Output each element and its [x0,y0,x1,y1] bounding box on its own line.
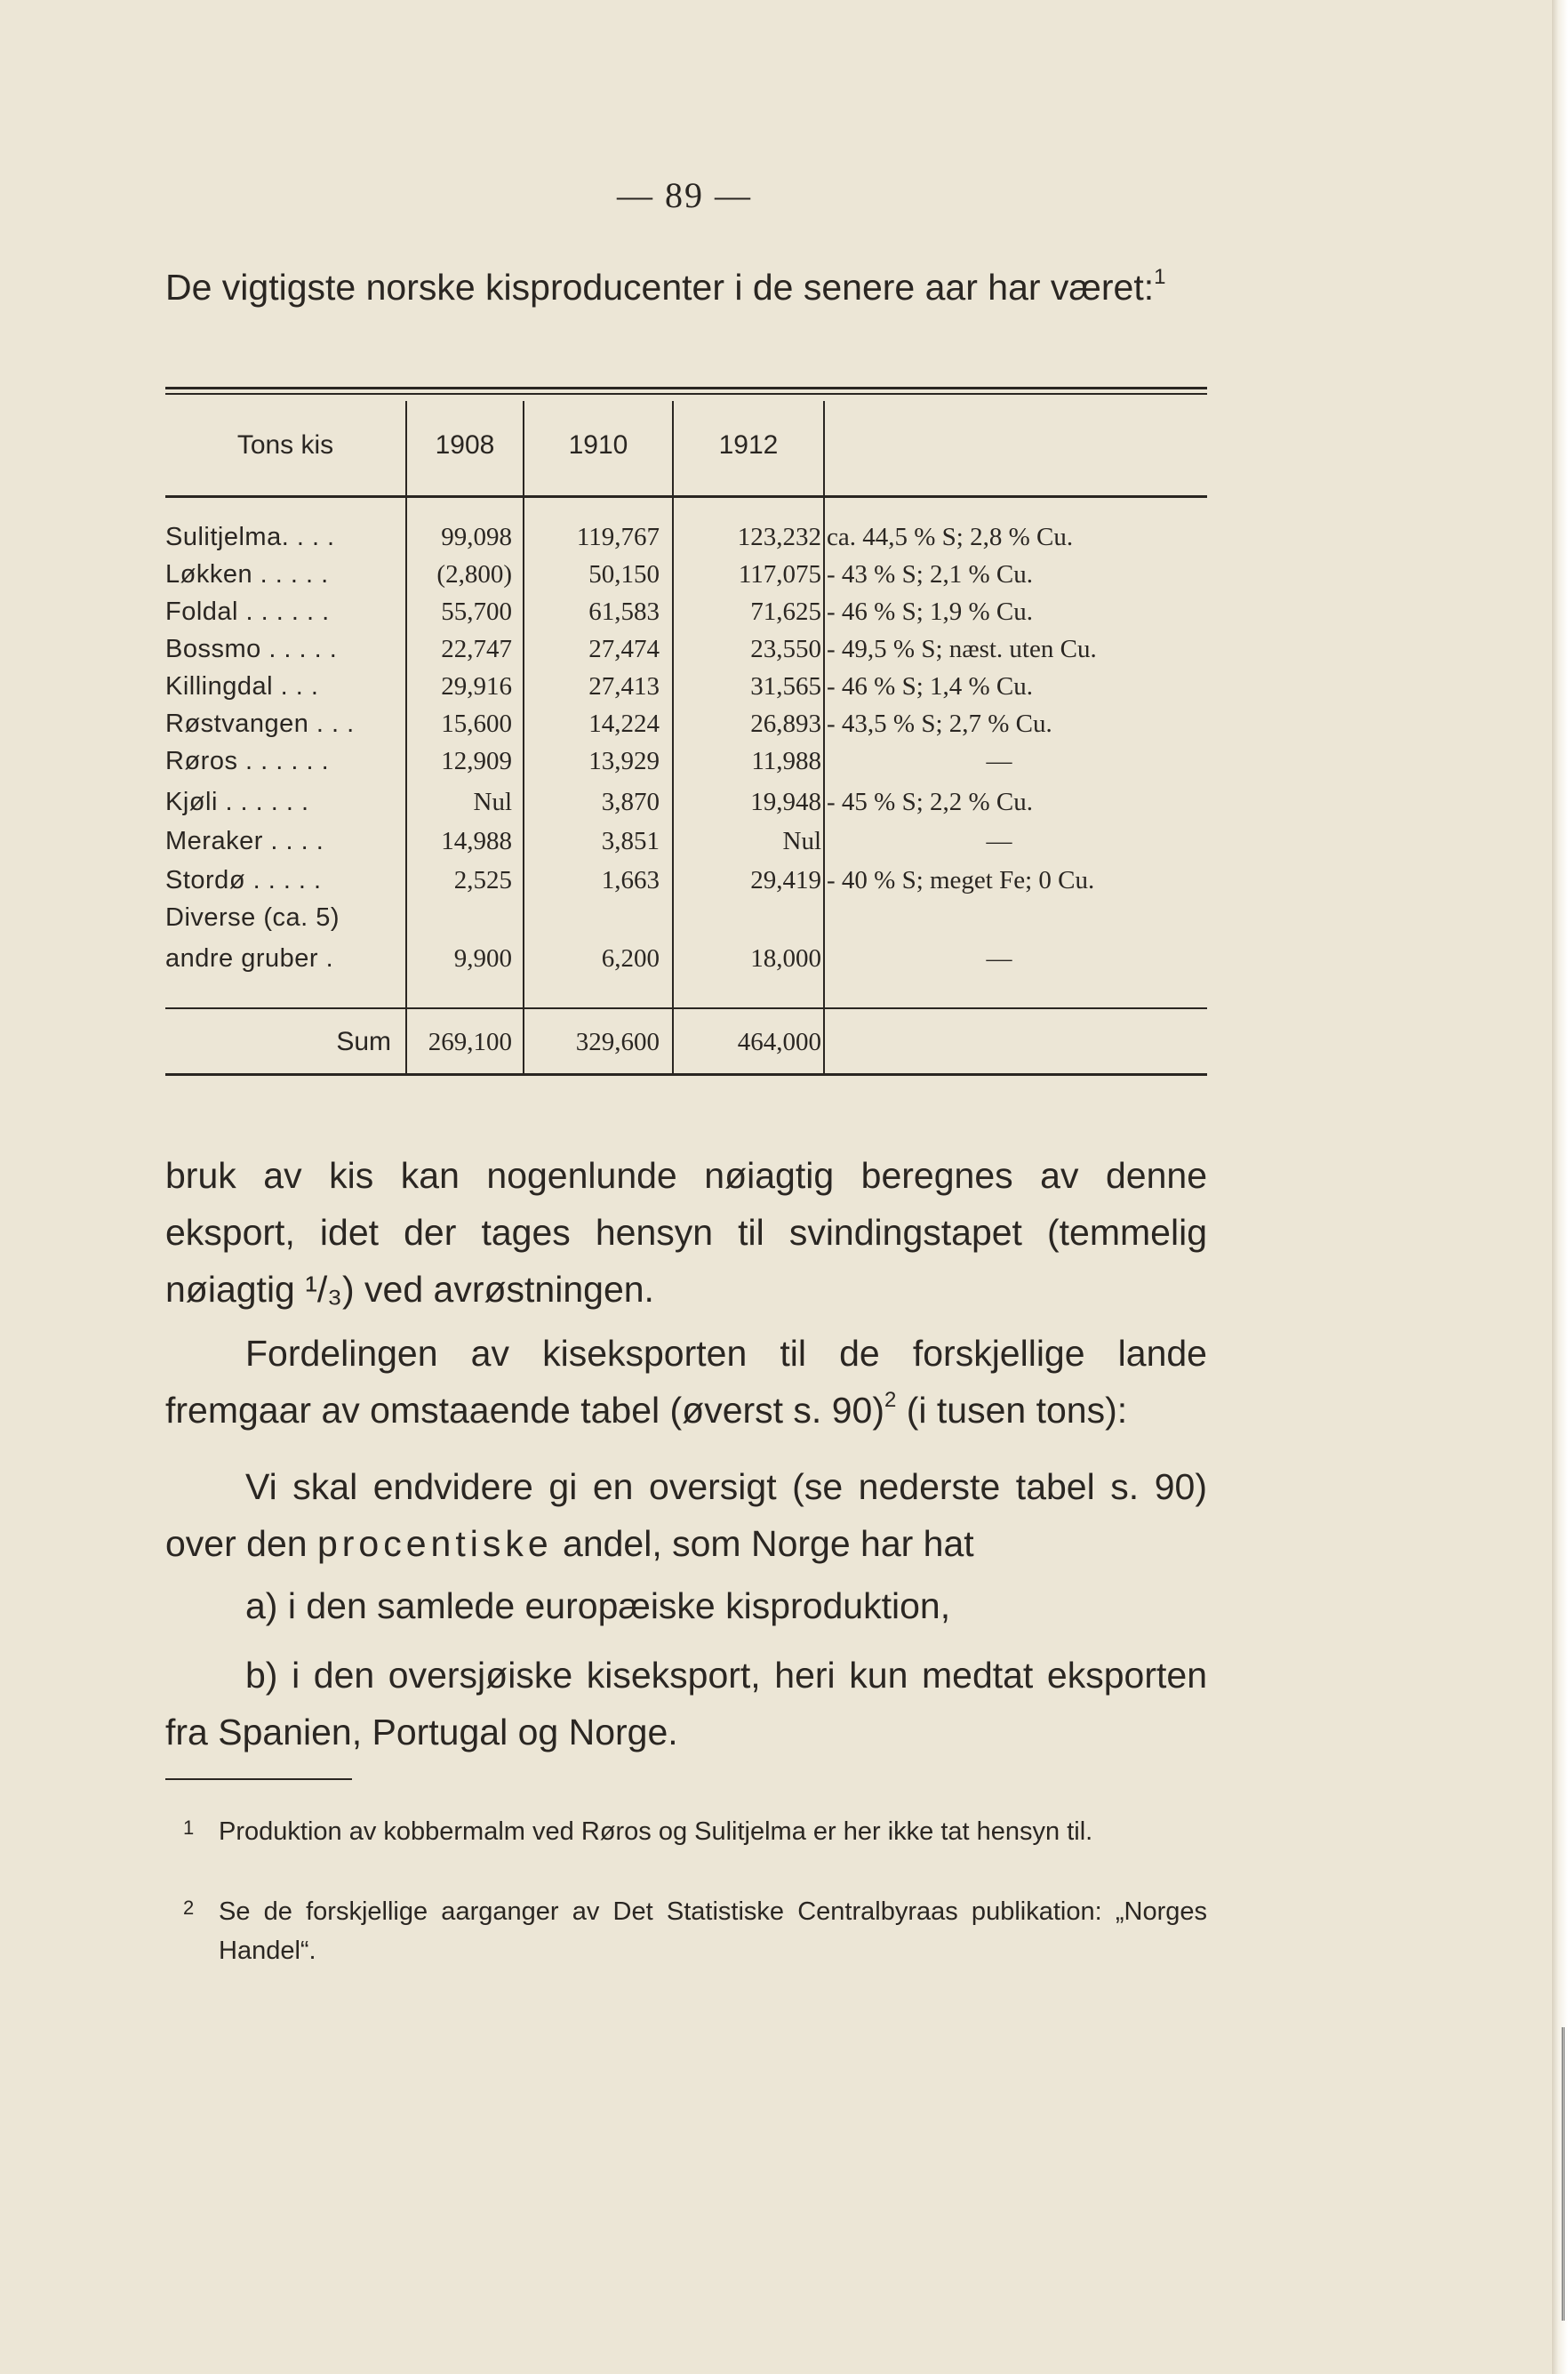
page-number: — 89 — [617,175,752,215]
intro-paragraph [165,258,1211,317]
sum-row [165,1023,1207,1061]
list-item-a: a) i den samlede europæiske kisproduktion, [245,1585,951,1626]
header-tons-kis: Tons kis [236,430,334,460]
cell-1912: 123,232 [737,523,821,551]
cell-1912: 31,565 [750,672,821,701]
paragraph-kis-use: bruk av kis kan nogenlunde nøiagtig beregnes av denne eksport, idet der tages hensyn til svindingstapet (temmelig nøiagtig ¹/₃) ved avrøstningen. [165,1155,1207,1310]
mine-name: Stordø . . . . . [165,866,322,894]
cell-1908: 12,909 [441,747,512,775]
distribution-text: Fordelingen av kiseksporten til de forskjellige lande fremgaar av omstaaende tabel (øverst s. 90) [165,1333,1207,1431]
mine-name: Bossmo . . . . . [165,635,338,663]
cell-1908: 22,747 [441,635,512,663]
mine-name: Kjøli . . . . . . [165,788,309,816]
table-row [165,899,1207,936]
cell-1912: 23,550 [750,635,821,663]
footnote-text: Se de forskjellige aarganger av Det Statistiske Centralbyraas publikation: „Norges Handel“. [219,1897,1207,1965]
cell-1908: 2,525 [453,866,512,894]
footnote-2 [165,1892,1207,1970]
intro-text: De vigtigste norske kisproducenter i de senere aar har været: [165,267,1155,308]
cell-1910: 3,851 [601,827,660,855]
mine-name: Meraker . . . . [165,827,324,855]
mine-name: Diverse (ca. 5) [165,903,340,932]
header-composition [825,401,1207,490]
footnote-rule [165,1778,352,1780]
cell-1910: 6,200 [601,944,660,973]
table-row [165,630,1207,668]
table-row [165,593,1207,630]
cell-composition: - 45 % S; 2,2 % Cu. [827,788,1033,816]
mine-name: andre gruber . [165,944,334,973]
table-top-rule [165,387,1207,389]
cell-1908: 9,900 [453,944,512,973]
sum-1912: 464,000 [737,1028,821,1056]
cell-1910: 50,150 [588,560,660,589]
cell-composition: - 43 % S; 2,1 % Cu. [827,560,1033,589]
table-row [165,556,1207,593]
cell-1908: (2,800) [436,560,512,589]
cell-1910: 1,663 [601,866,660,894]
cell-1910: 3,870 [601,788,660,816]
footnote-ref-2: 2 [884,1388,897,1412]
cell-composition: - 46 % S; 1,4 % Cu. [827,672,1033,701]
cell-composition: - 46 % S; 1,9 % Cu. [827,598,1033,626]
sum-rule [165,1007,1207,1009]
cell-1912: 26,893 [750,710,821,738]
mine-name: Killingdal . . . [165,672,319,701]
distribution-text-end: (i tusen tons): [896,1390,1128,1431]
cell-1910: 13,929 [588,747,660,775]
cell-1910: 119,767 [576,523,660,551]
overview-text: Vi skal endvidere gi en oversigt (se nederste tabel s. 90) over den [165,1466,1207,1564]
cell-1908: 15,600 [441,710,512,738]
cell-1908: 29,916 [441,672,512,701]
mine-name: Foldal . . . . . . [165,598,330,626]
paragraph-overview [165,1458,1207,1572]
table-row [165,822,1207,860]
cell-1908: 55,700 [441,598,512,626]
cell-composition: - 49,5 % S; næst. uten Cu. [827,635,1097,663]
table-row [165,940,1207,977]
cell-composition: ca. 44,5 % S; 2,8 % Cu. [827,523,1074,551]
cell-1912: 11,988 [751,747,821,775]
page-edge [1552,0,1568,2374]
table-row [165,518,1207,556]
cell-1910: 61,583 [588,598,660,626]
header-1908: 1908 [435,430,495,460]
cell-1910: 27,413 [588,672,660,701]
cell-composition: — [986,827,1012,855]
cell-1910: 14,224 [588,710,660,738]
cell-composition: - 40 % S; meget Fe; 0 Cu. [827,866,1095,894]
cell-composition: — [986,747,1012,775]
cell-1912: 29,419 [750,866,821,894]
mine-name: Sulitjelma. . . . [165,523,335,551]
footnote-1 [165,1812,1207,1851]
cell-composition: — [986,944,1012,973]
paragraph-distribution [165,1325,1207,1439]
table-top-rule-2 [165,393,1207,395]
table-row [165,783,1207,821]
overview-text-end: andel, som Norge har hat [552,1523,974,1564]
mine-name: Løkken . . . . . [165,560,329,589]
header-rule [165,495,1207,498]
footnote-mark: 2 [183,1897,195,1919]
sum-1910: 329,600 [575,1028,660,1056]
table-row [165,862,1207,899]
footnote-mark: 1 [183,1817,195,1839]
cell-1908: Nul [473,788,512,816]
header-1912: 1912 [718,430,779,460]
footnote-text: Produktion av kobbermalm ved Røros og Sulitjelma er her ikke tat hensyn til. [219,1817,1093,1846]
table-row [165,705,1207,742]
producers-table [165,387,1207,1080]
cell-1908: 14,988 [441,827,512,855]
header-1910: 1910 [568,430,628,460]
overview-spaced-word: procentiske [316,1523,553,1564]
cell-1912: Nul [782,827,821,855]
footnote-ref-1: 1 [1154,265,1166,289]
cell-composition: - 43,5 % S; 2,7 % Cu. [827,710,1052,738]
cell-1912: 19,948 [750,788,821,816]
cell-1912: 71,625 [750,598,821,626]
mine-name: Røros . . . . . . [165,747,330,775]
table-row [165,742,1207,780]
cell-1910: 27,474 [588,635,660,663]
table-bottom-rule [165,1073,1207,1076]
cell-1912: 18,000 [750,944,821,973]
list-item-b: b) i den oversjøiske kiseksport, heri kun medtat eksporten fra Spanien, Portugal og Norge. [165,1655,1207,1752]
cell-1908: 99,098 [441,523,512,551]
table-row [165,668,1207,705]
cell-1912: 117,075 [738,560,821,589]
mine-name: Røstvangen . . . [165,710,355,738]
sum-1908: 269,100 [428,1028,512,1056]
sum-label: Sum [336,1027,391,1056]
